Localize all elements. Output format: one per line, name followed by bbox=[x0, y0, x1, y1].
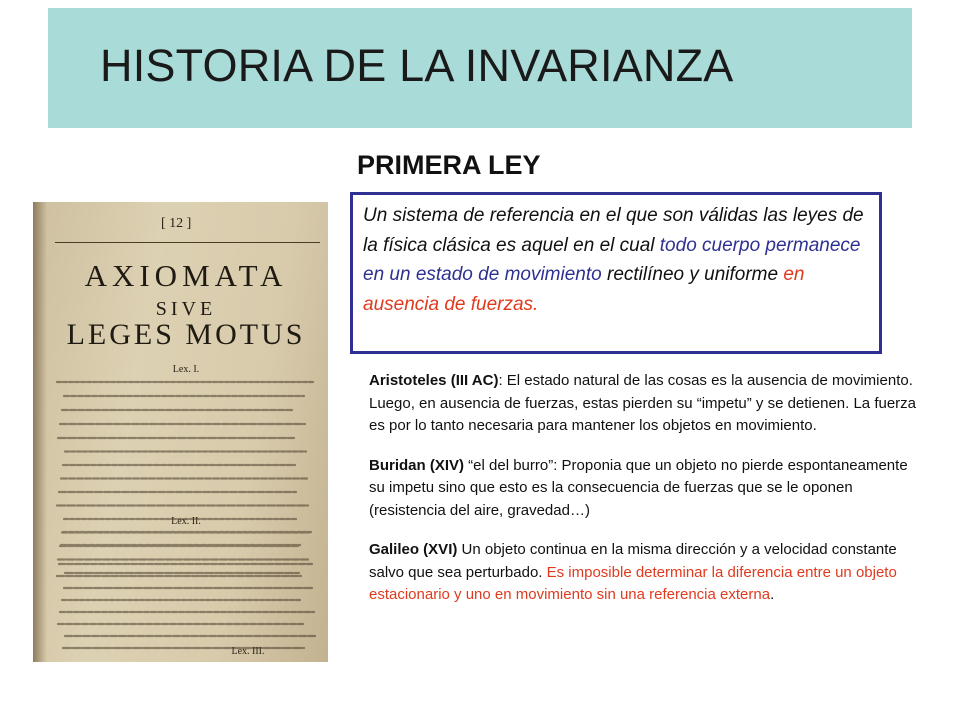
paragraph-aristoteles bbox=[369, 370, 925, 438]
scan-heading-leges-motus: LEGES MOTUS bbox=[66, 318, 306, 351]
scan-page-number: [ 12 ] bbox=[161, 216, 192, 231]
buridan-text: “el del burro”: Proponia que un objeto no pierde espontaneamente su impetu sino que esto es la consecuencia de fuerzas que se le oponen (resistencia del aire, gravedad…) bbox=[369, 456, 908, 519]
definition-part-2: todo cuerpo permanece en un estado de movimiento bbox=[363, 234, 861, 285]
body-text bbox=[369, 370, 925, 624]
aristoteles-text: : El estado natural de las cosas es la ausencia de movimiento. Luego, en ausencia de fuerzas, estas pierden su “impetu” y se detienen. La fuerza es por lo tanto necesaria para mantener los objetos en movimiento. bbox=[369, 372, 917, 434]
principia-page-image bbox=[33, 202, 328, 662]
buridan-label: Buridan (XIV) bbox=[369, 456, 465, 474]
galileo-end: . bbox=[770, 586, 775, 603]
scan-heading-sive: SIVE bbox=[155, 298, 217, 320]
slide-title: HISTORIA DE LA INVARIANZA bbox=[100, 40, 734, 91]
scan-text-lines bbox=[33, 202, 328, 662]
aristoteles-label: Aristoteles (III AC) bbox=[369, 372, 499, 389]
galileo-red-text: Es imposible determinar la diferencia entre un objeto estacionario y uno en movimiento sin una referencia externa bbox=[369, 563, 897, 603]
paragraph-buridan bbox=[369, 455, 925, 523]
definition-part-3: rectilíneo y uniforme bbox=[607, 264, 779, 285]
scan-heading-axiomata: AXIOMATA bbox=[84, 258, 288, 293]
scan-lex-3: Lex. III. bbox=[231, 646, 265, 657]
galileo-label: Galileo (XVI) bbox=[369, 541, 458, 558]
scan-lex-2: Lex. II. bbox=[171, 516, 201, 527]
definition-text bbox=[363, 201, 878, 319]
scan-lex-1: Lex. I. bbox=[172, 364, 200, 375]
definition-box bbox=[350, 192, 882, 354]
definition-part-4: en ausencia de fuerzas. bbox=[363, 264, 805, 315]
slide-subtitle: PRIMERA LEY bbox=[357, 150, 541, 180]
definition-part-1: Un sistema de referencia en el que son válidas las leyes de la física clásica es aquel en el cual bbox=[363, 205, 864, 256]
paragraph-galileo bbox=[369, 539, 925, 607]
galileo-text: Un objeto continua en la misma dirección y a velocidad constante salvo que sea perturbado. bbox=[369, 541, 897, 581]
